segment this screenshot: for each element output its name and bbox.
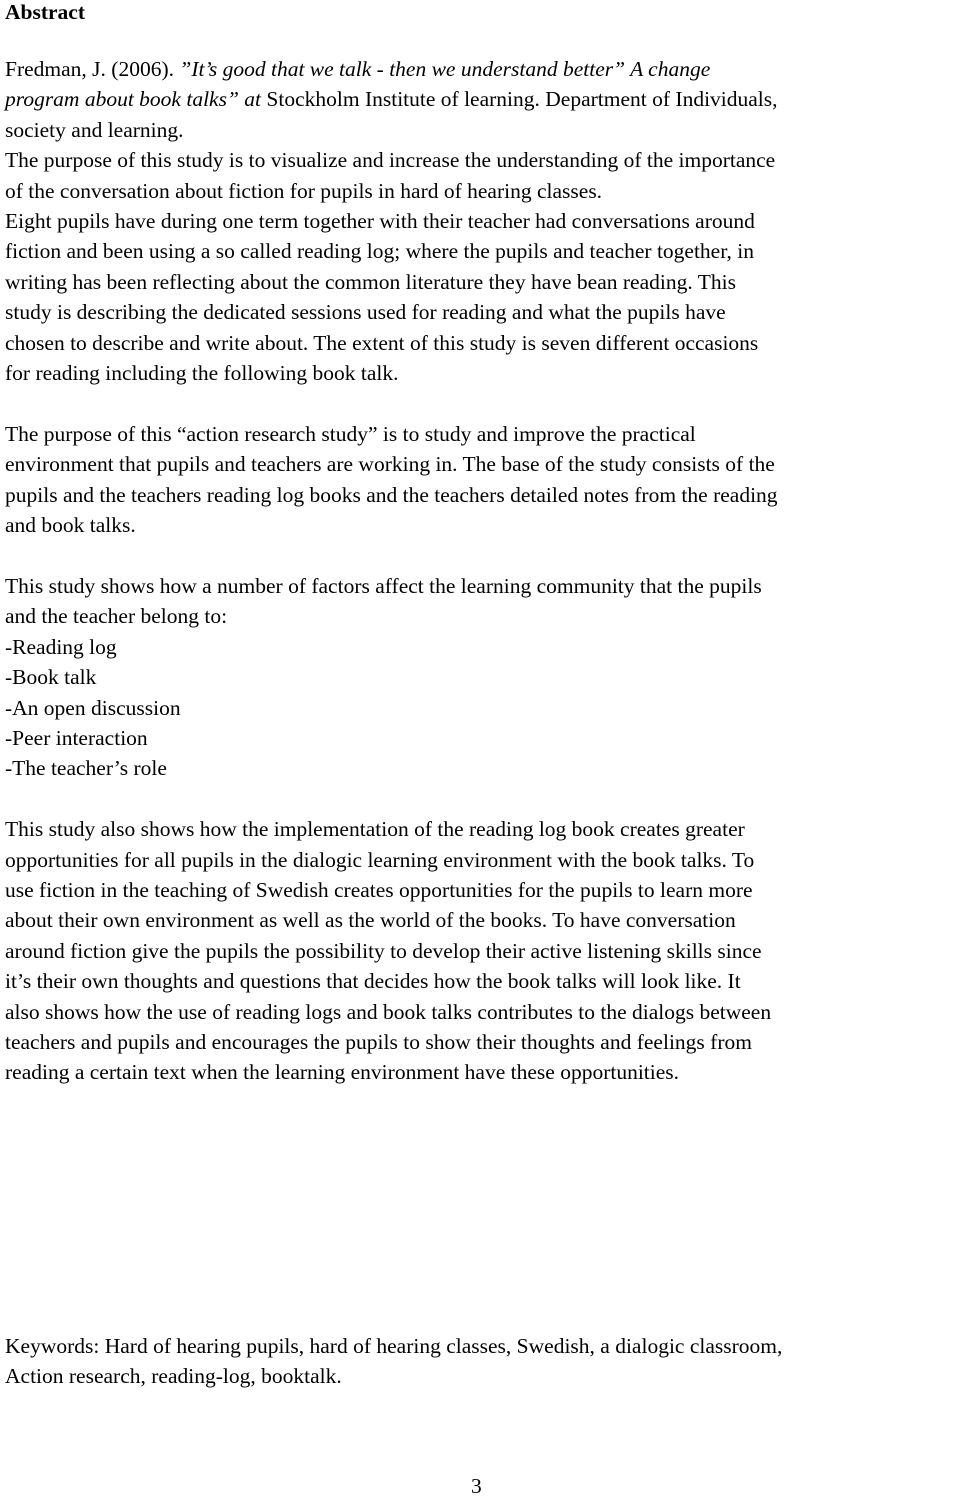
text-line: Eight pupils have during one term together with their teacher had conversations around (5, 209, 755, 234)
text-line: and book talks. (5, 513, 136, 538)
factor-list-item: -The teacher’s role (5, 756, 167, 781)
citation-line-1 (5, 54, 960, 84)
paragraph-purpose (5, 145, 960, 388)
text-line: opportunities for all pupils in the dialogic learning environment with the book talks. To (5, 847, 755, 872)
paragraph-factors (5, 571, 960, 784)
text-line: study is describing the dedicated sessions used for reading and what the pupils have (5, 300, 726, 325)
factor-list-item: -Book talk (5, 665, 97, 690)
abstract-page (5, 0, 960, 1088)
text-line: environment that pupils and teachers are working in. The base of the study consists of the (5, 452, 775, 477)
text-line: This study also shows how the implementation of the reading log book creates greater (5, 817, 745, 842)
keywords (5, 1331, 782, 1392)
citation-line-2 (5, 84, 960, 114)
text-line: use fiction in the teaching of Swedish creates opportunities for the pupils to learn more (5, 877, 753, 902)
text-line: of the conversation about fiction for pupils in hard of hearing classes. (5, 178, 603, 203)
text-line: The purpose of this “action research study” is to study and improve the practical (5, 421, 696, 446)
text-line: it’s their own thoughts and questions that decides how the book talks will look like. It (5, 969, 741, 994)
factor-list-item: -Reading log (5, 634, 117, 659)
keywords-line: Keywords: Hard of hearing pupils, hard of hearing classes, Swedish, a dialogic classroom, (5, 1334, 783, 1358)
factor-list (5, 632, 960, 784)
text-line: fiction and been using a so called reading log; where the pupils and teacher together, in (5, 239, 754, 264)
text-line: about their own environment as well as the world of the books. To have conversation (5, 908, 736, 933)
citation (5, 54, 960, 145)
text-line: for reading including the following book talk. (5, 361, 399, 386)
text-line: and the teacher belong to: (5, 604, 228, 629)
citation-title-part-1: ”It’s good that we talk - then we understand better” A change (179, 57, 711, 81)
citation-author-year: Fredman, J. (2006). (5, 57, 180, 81)
text-line: chosen to describe and write about. The extent of this study is seven different occasions (5, 330, 759, 355)
citation-line-3: society and learning. (5, 117, 184, 142)
text-line: writing has been reflecting about the common literature they have bean reading. This (5, 269, 736, 294)
text-line: pupils and the teachers reading log books and the teachers detailed notes from the reading (5, 482, 778, 507)
factor-list-item: -An open discussion (5, 695, 181, 720)
text-line: reading a certain text when the learning environment have these opportunities. (5, 1060, 680, 1085)
text-line: This study shows how a number of factors affect the learning community that the pupils (5, 573, 762, 598)
text-line: around fiction give the pupils the possibility to develop their active listening skills since (5, 938, 762, 963)
text-line: The purpose of this study is to visualize and increase the understanding of the importance (5, 148, 776, 173)
text-line: also shows how the use of reading logs and book talks contributes to the dialogs between (5, 999, 772, 1024)
citation-title-part-2: program about book talks” at (5, 87, 267, 112)
citation-institution: Stockholm Institute of learning. Department of Individuals, (266, 87, 778, 112)
abstract-heading: Abstract (5, 0, 86, 24)
factor-list-item: -Peer interaction (5, 725, 148, 750)
keywords-line: Action research, reading-log, booktalk. (5, 1364, 342, 1389)
page-number: 3 (471, 1474, 482, 1498)
paragraph-action-research (5, 419, 960, 541)
text-line: teachers and pupils and encourages the pupils to show their thoughts and feelings from (5, 1029, 752, 1054)
paragraph-implementation (5, 814, 960, 1088)
